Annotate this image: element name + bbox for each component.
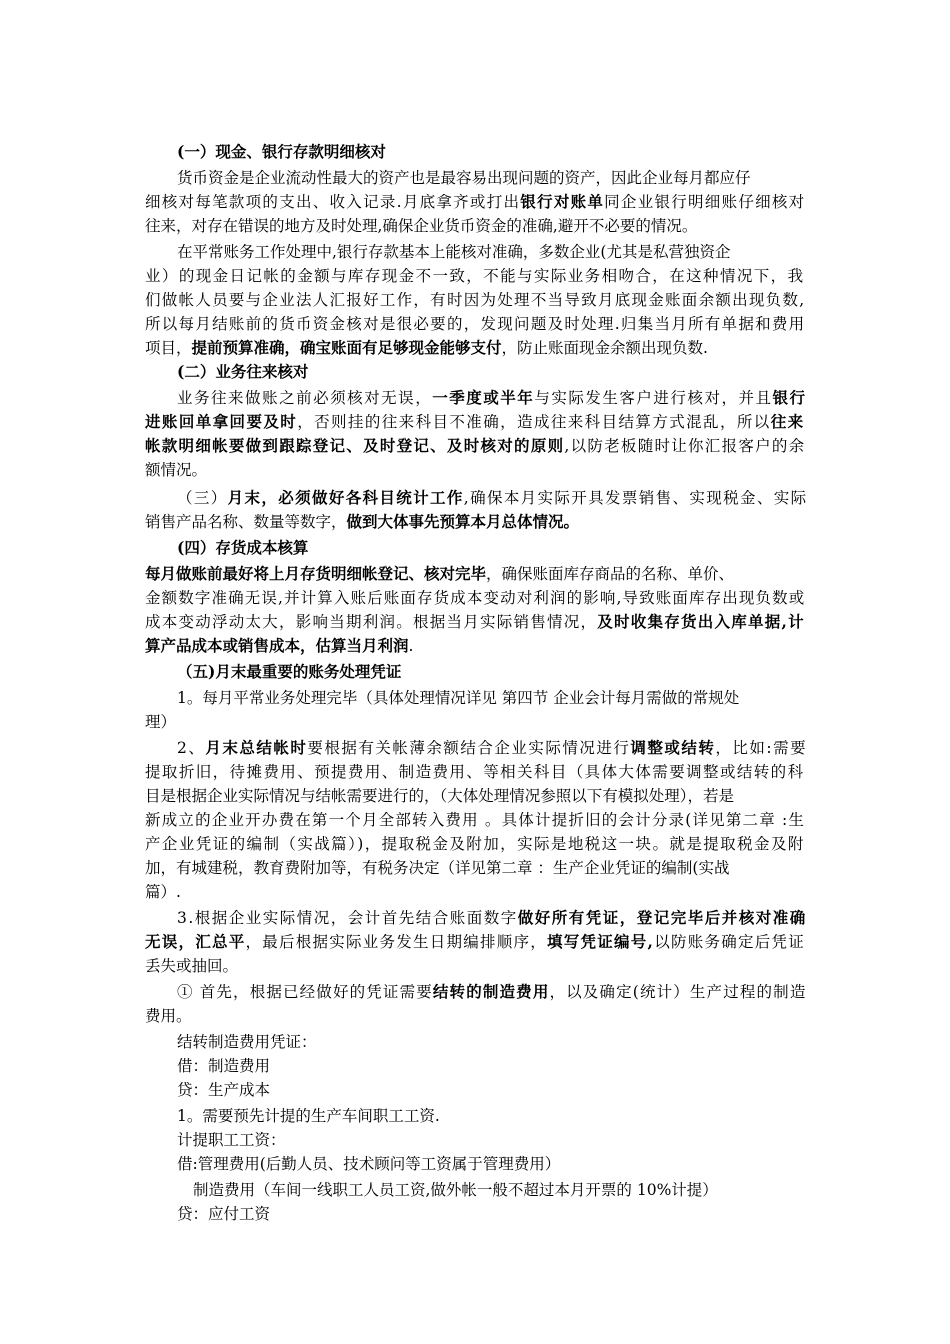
text-line	[145, 190, 805, 214]
text-run: 金额数字准确无误,并计算入账后账面存货成本变动对利润的影响,导致账面库存出现负数或	[145, 589, 806, 607]
bold-text: (二）业务往来核对	[177, 362, 309, 381]
text-line	[145, 562, 734, 586]
text-line	[145, 880, 181, 904]
text-line	[177, 736, 807, 760]
text-run: 额情况。	[145, 461, 208, 479]
text-run: ，最后根据实际业务发生日期编排顺序，	[245, 933, 548, 951]
bold-text: 结转的制造费用	[432, 982, 550, 1001]
text-line	[193, 1178, 718, 1202]
text-line	[145, 434, 805, 458]
text-run: 费用。	[145, 1007, 192, 1025]
text-run: 业务往来做账之前必须核对无误，	[177, 389, 433, 407]
text-line	[177, 166, 751, 190]
text-line	[177, 906, 807, 930]
text-run: 与实际发生客户进行核对，并且	[534, 389, 773, 407]
text-line	[145, 856, 729, 880]
text-line	[177, 1078, 270, 1102]
text-line	[145, 510, 579, 534]
text-line	[177, 386, 807, 410]
text-run: 在平常账务工作处理中,银行存款基本上能核对准确，多数企业(尤其是私营独资企	[177, 243, 731, 261]
text-line	[177, 140, 386, 164]
text-run: 理）	[145, 713, 177, 731]
text-run: 产企业凭证的编制（实战篇）)，提取税金及附加，实际是地税这一块。就是提取税金及附	[145, 835, 805, 853]
text-run: 要根据有关帐薄余额结合企业实际情况进行	[307, 739, 631, 757]
text-line	[145, 954, 238, 978]
text-line	[145, 784, 734, 808]
text-line	[145, 634, 413, 658]
text-line	[145, 832, 805, 856]
bold-text: 帐款明细帐要做到跟踪登记、及时登记、及时核对的原则	[145, 436, 565, 455]
text-run: 项目，	[145, 339, 192, 357]
bold-text: 每月做账前最好将上月存货明细帐登记、核对完毕	[145, 564, 487, 583]
text-run: 计提职工工资：	[177, 1131, 286, 1149]
text-run: ，以及确定(统计）生产过程的制造	[549, 983, 807, 1001]
text-line	[177, 980, 806, 1004]
text-run: ，防止账面现金余额出现负数.	[501, 339, 708, 357]
text-run: 细核对每笔款项的支出、收入记录.月底拿齐或打出	[145, 193, 521, 211]
bold-text: （五)月末最重要的账务处理凭证	[177, 662, 402, 681]
text-line	[145, 930, 805, 954]
text-run: 2、	[177, 739, 206, 757]
text-run: 目是根据企业实际情况与结帐需要进行的，（大体处理情况参照以下有模拟处理），若是	[145, 787, 735, 805]
text-line	[145, 760, 805, 784]
text-run: ,以防老板随时让你汇报客户的余	[564, 437, 806, 455]
text-run: 提取折旧，待摊费用、预提费用、制造费用、等相关科目（具体大体需要调整或结转的科	[145, 763, 805, 781]
text-line	[177, 1128, 286, 1152]
text-line	[177, 360, 308, 384]
text-run: 销售产品名称、数量等数字，	[145, 513, 347, 531]
text-run: ① 首先，根据已经做好的凭证需要	[177, 983, 433, 1001]
text-line	[145, 264, 805, 288]
bold-text: (一）现金、银行存款明细核对	[177, 142, 386, 161]
bold-text: 往来	[770, 412, 805, 431]
text-line	[145, 336, 708, 360]
text-line	[145, 1004, 192, 1028]
text-run: 以防账务确定后凭证	[654, 933, 805, 951]
text-run: 货币资金是企业流动性最大的资产也是最容易出现问题的资产，因此企业每月都应仔	[177, 169, 751, 187]
bold-text: 调整或结转	[630, 738, 716, 757]
text-run: 丢失或抽回。	[145, 957, 239, 975]
bold-text: 填写凭证编号,	[547, 932, 655, 951]
text-line	[145, 808, 805, 832]
bold-text: 月末，必须做好各科目统计工作	[227, 488, 464, 507]
text-run: 3.根据企业实际情况，会计首先结合账面数字	[177, 909, 518, 927]
text-run: ,确保本月实际开具发票销售、实现税金、实际	[463, 489, 808, 507]
bold-text: 提前预算准确，确宝账面有足够现金能够支付	[191, 338, 502, 357]
text-run: 借:管理费用(后勤人员、技术顾问等工资属于管理费用）	[177, 1155, 561, 1173]
bold-text: 算产品成本或销售成本，估算当月利润	[145, 636, 409, 655]
text-line	[145, 410, 805, 434]
text-line	[177, 536, 308, 560]
bold-text: 无误，汇总平	[145, 932, 246, 951]
text-line	[145, 214, 697, 238]
text-line	[177, 1030, 317, 1054]
text-line	[177, 1054, 270, 1078]
bold-text: 银行对账单	[520, 192, 605, 211]
text-run: 1。需要预先计提的生产车间职工工资.	[177, 1107, 440, 1125]
text-run: 贷：生产成本	[177, 1081, 271, 1099]
text-run: 结转制造费用凭证：	[177, 1033, 317, 1051]
text-line	[177, 1104, 440, 1128]
text-run: ，比如:需要	[715, 739, 808, 757]
text-line	[177, 660, 401, 684]
bold-text: 月末总结帐时	[205, 738, 308, 757]
text-run: （三）	[177, 489, 228, 507]
text-line	[145, 710, 176, 734]
text-run: 制造费用（车间一线职工人员工资,做外帐一般不超过本月开票的 10%计提）	[193, 1181, 718, 1199]
text-line	[145, 288, 805, 312]
text-run: 往来，对存在错误的地方及时处理,确保企业货币资金的准确,避开不必要的情况。	[145, 217, 698, 235]
bold-text: 进账回单拿回要及时	[145, 412, 298, 431]
text-run: 业）的现金日记帐的金额与库存现金不一致，不能与实际业务相吻合，在这种情况下，我	[145, 267, 805, 285]
text-run: 所以每月结账前的货币资金核对是很必要的，发现问题及时处理.归集当月所有单据和费用	[145, 315, 806, 333]
text-run: 借：制造费用	[177, 1057, 271, 1075]
bold-text: 及时收集存货出入库单据,计	[597, 612, 805, 631]
bold-text: 一季度或半年	[432, 388, 535, 407]
text-line	[145, 586, 805, 610]
text-run: 1。每月平常业务处理完毕（具体处理情况详见 第四节 企业会计每月需做的常规处	[177, 689, 740, 707]
bold-text: 银行	[772, 388, 807, 407]
text-line	[177, 686, 739, 710]
text-run: .	[408, 637, 414, 655]
text-run: ，确保账面库存商品的名称、单价、	[486, 565, 735, 583]
text-line	[145, 610, 805, 634]
bold-text: (四）存货成本核算	[177, 538, 309, 557]
text-line	[177, 1202, 270, 1226]
text-run: 们做帐人员要与企业法人汇报好工作，有时因为处理不当导致月底现金账面余额出现负数,	[145, 291, 806, 309]
text-run: 新成立的企业开办费在第一个月全部转入费用 。具体计提折旧的会计分录(详见第二章 :生	[145, 811, 806, 829]
text-line	[177, 240, 730, 264]
text-line	[177, 1152, 560, 1176]
text-run: 篇）.	[145, 883, 181, 901]
text-run: ，否则挂的往来科目不准确，造成往来科目结算方式混乱，所以	[297, 413, 771, 431]
text-run: 成本变动浮动太大，影响当期利润。根据当月实际销售情况，	[145, 613, 598, 631]
text-line	[145, 458, 207, 482]
text-run: 加，有城建税，教育费附加等，有税务决定（详见第二章 ：生产企业凭证的编制(实战	[145, 859, 730, 877]
bold-text: 做好所有凭证，登记完毕后并核对准确	[517, 908, 807, 927]
text-run: 贷：应付工资	[177, 1205, 271, 1223]
text-line	[145, 312, 805, 336]
bold-text: 做到大体事先预算本月总体情况。	[346, 512, 580, 531]
text-run: 同企业银行明细账仔细核对	[604, 193, 806, 211]
text-line	[177, 486, 807, 510]
